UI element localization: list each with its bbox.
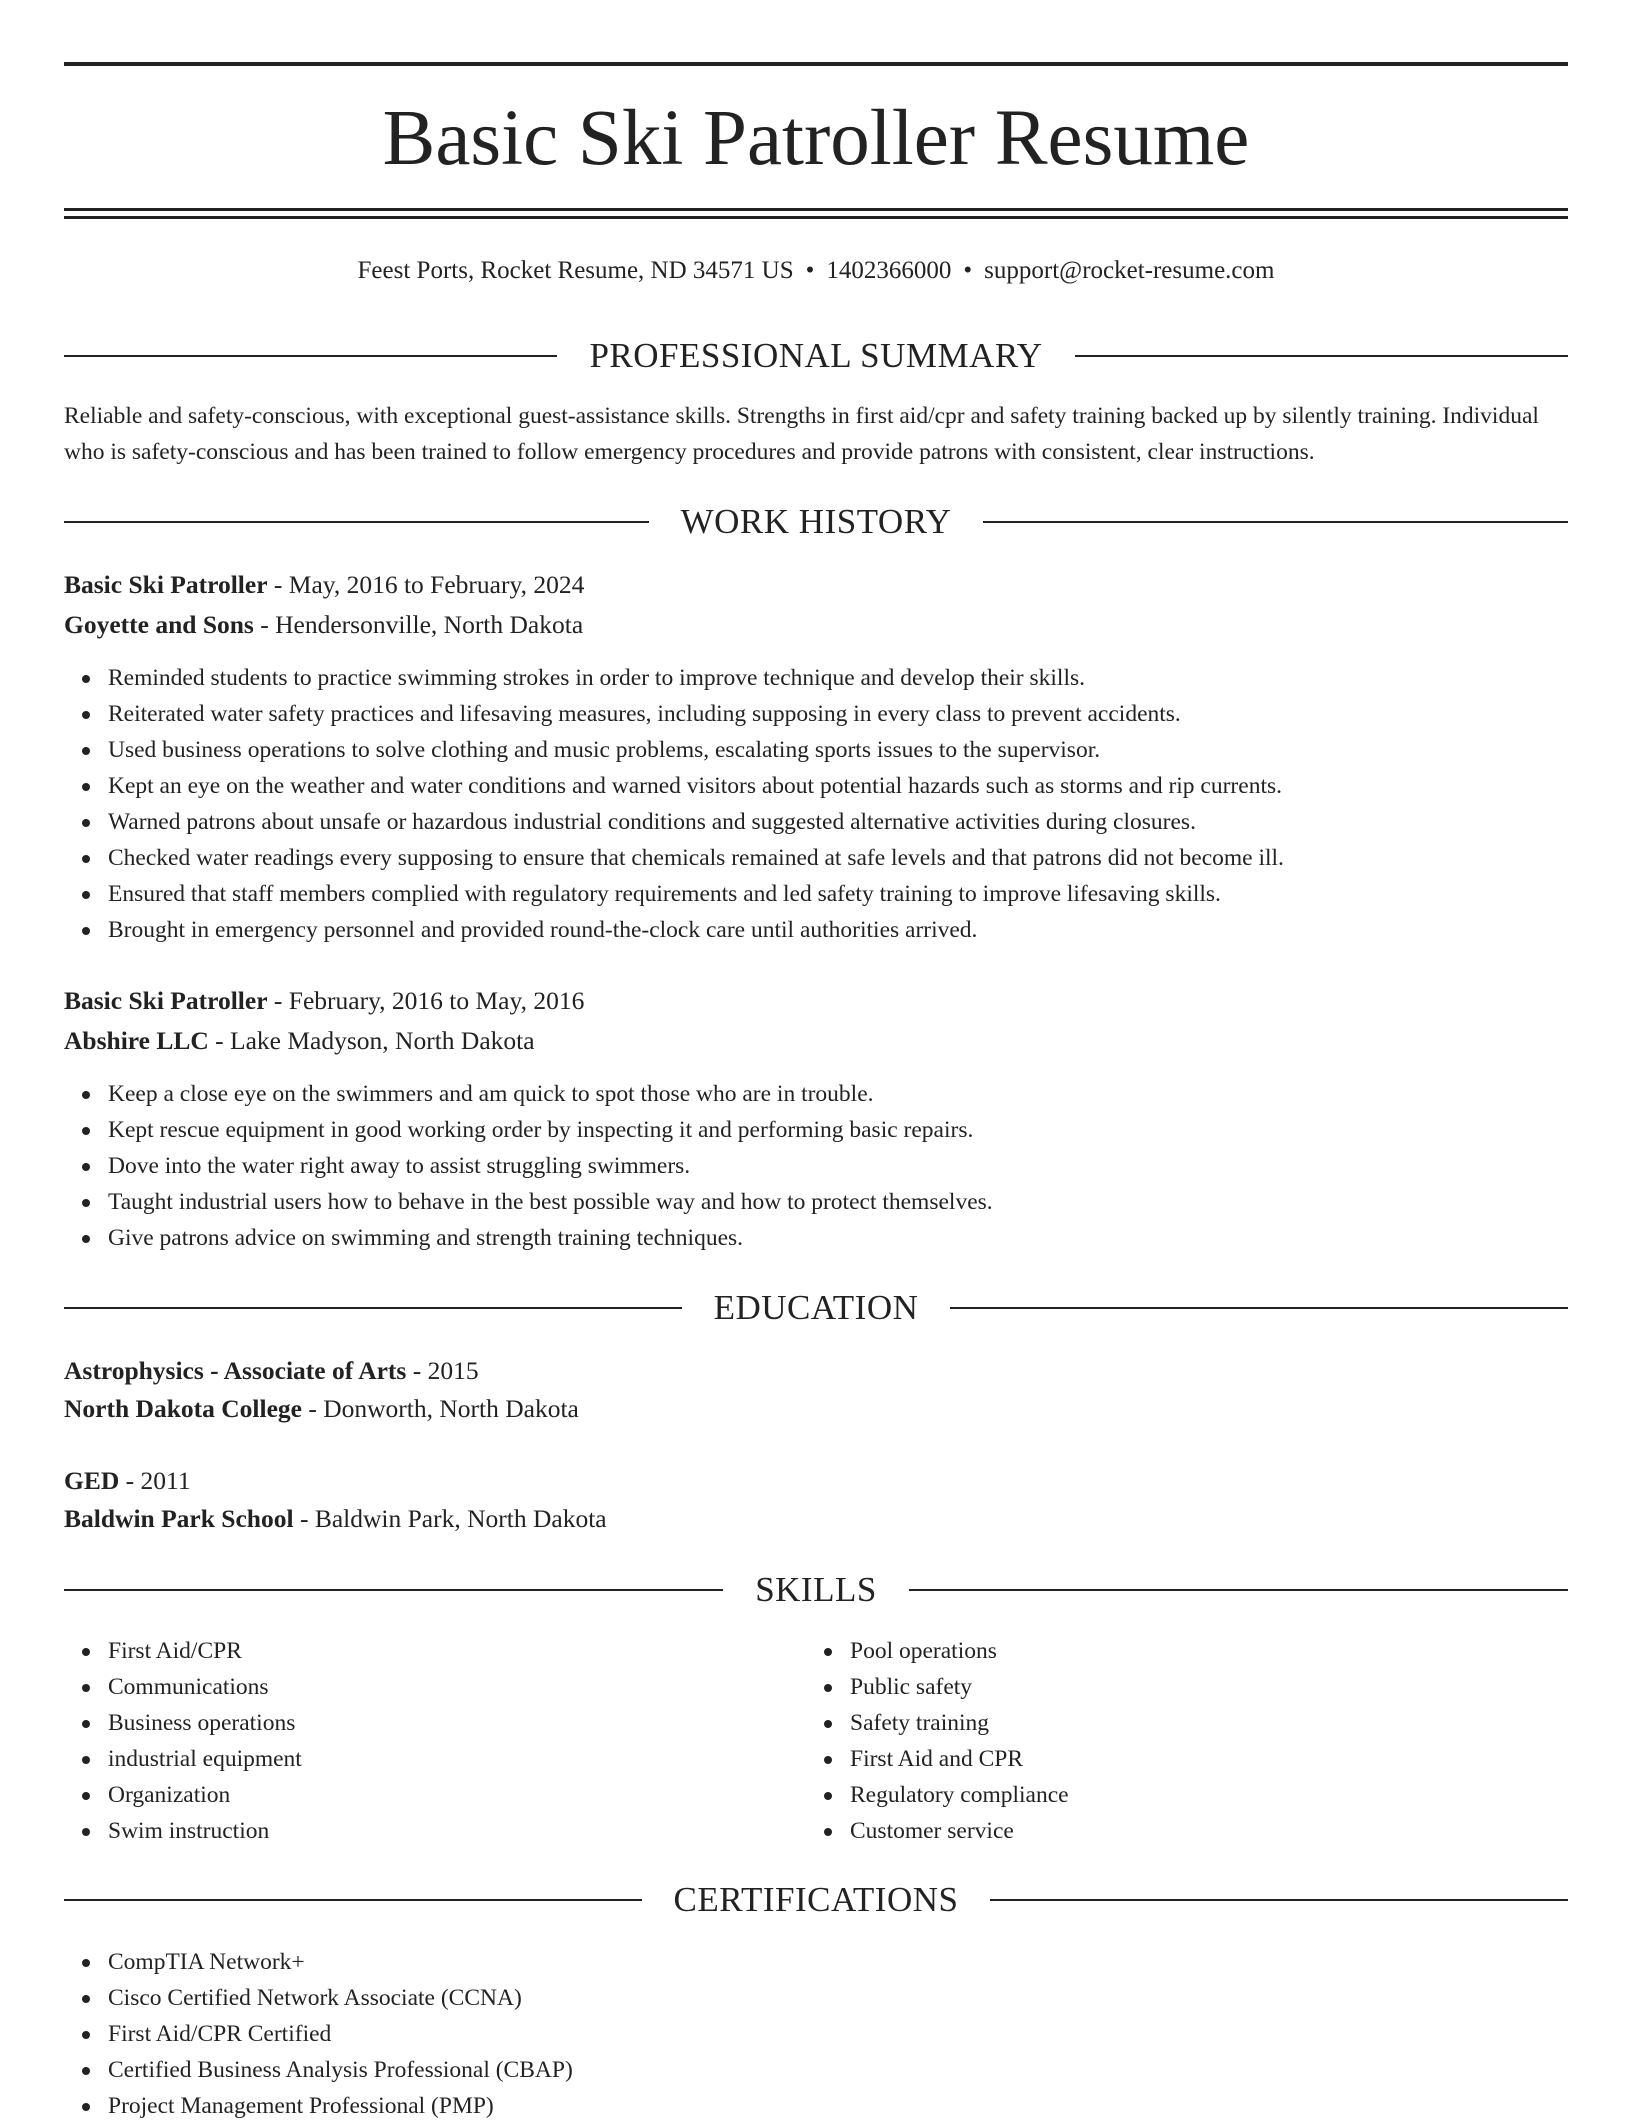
heading-rule bbox=[909, 1589, 1568, 1591]
list-item: Taught industrial users how to behave in the best possible way and how to protect themselves. bbox=[108, 1184, 1568, 1220]
job-dates: February, 2016 to May, 2016 bbox=[288, 986, 585, 1015]
section-heading-work bbox=[64, 500, 1568, 544]
list-item: Project Management Professional (PMP) bbox=[108, 2088, 1568, 2124]
list-item: Customer service bbox=[850, 1813, 1550, 1849]
skills-list-right bbox=[850, 1633, 1550, 1849]
section-title: CERTIFICATIONS bbox=[673, 1880, 959, 1919]
contact-line bbox=[64, 254, 1568, 288]
job-location: Lake Madyson, North Dakota bbox=[230, 1026, 535, 1055]
job-bullets bbox=[108, 1076, 1568, 1256]
job-bullets bbox=[108, 660, 1568, 948]
section-heading-summary bbox=[64, 334, 1568, 378]
heading-rule bbox=[990, 1899, 1568, 1901]
list-item: Used business operations to solve clothing and music problems, escalating sports issues to the supervisor. bbox=[108, 732, 1568, 768]
list-item: Cisco Certified Network Associate (CCNA) bbox=[108, 1980, 1568, 2016]
title-rule-upper bbox=[64, 208, 1568, 211]
job-title-line: Basic Ski Patroller - May, 2016 to February, 2024 bbox=[64, 570, 585, 599]
list-item: Swim instruction bbox=[108, 1813, 798, 1849]
heading-rule bbox=[64, 1589, 723, 1591]
summary-text: Reliable and safety-conscious, with exceptional guest-assistance skills. Strengths in first aid/cpr and safety training backed up by silently training. Individual who is safety-conscious and has been trained to follow emergency procedures and provide patrons with consistent, clear instructions. bbox=[64, 403, 1539, 465]
section-title: EDUCATION bbox=[713, 1288, 919, 1327]
list-item: Safety training bbox=[850, 1705, 1550, 1741]
education-school-line: North Dakota College - Donworth, North Dakota bbox=[64, 1394, 579, 1423]
section-heading-certifications bbox=[64, 1878, 1568, 1922]
list-item: Pool operations bbox=[850, 1633, 1550, 1669]
list-item: Kept an eye on the weather and water conditions and warned visitors about potential hazards such as storms and rip currents. bbox=[108, 768, 1568, 804]
section-heading-education bbox=[64, 1286, 1568, 1330]
list-item: Kept rescue equipment in good working order by inspecting it and performing basic repairs. bbox=[108, 1112, 1568, 1148]
list-item: Reminded students to practice swimming strokes in order to improve technique and develop their skills. bbox=[108, 660, 1568, 696]
job-company: Goyette and Sons bbox=[64, 610, 254, 639]
top-rule bbox=[64, 62, 1568, 66]
list-item: Give patrons advice on swimming and strength training techniques. bbox=[108, 1220, 1568, 1256]
list-item: Regulatory compliance bbox=[850, 1777, 1550, 1813]
list-item: Business operations bbox=[108, 1705, 798, 1741]
education-degree: GED bbox=[64, 1466, 120, 1495]
contact-phone: 1402366000 bbox=[826, 257, 952, 284]
title-rule-lower bbox=[64, 216, 1568, 219]
heading-rule bbox=[1075, 355, 1568, 357]
education-degree-line: Astrophysics - Associate of Arts - 2015 bbox=[64, 1356, 479, 1385]
list-item: Checked water readings every supposing to ensure that chemicals remained at safe levels and that patrons did not become ill. bbox=[108, 840, 1568, 876]
list-item: Ensured that staff members complied with regulatory requirements and led safety training to improve lifesaving skills. bbox=[108, 876, 1568, 912]
job-title: Basic Ski Patroller bbox=[64, 570, 268, 599]
list-item: Warned patrons about unsafe or hazardous industrial conditions and suggested alternative activities during closures. bbox=[108, 804, 1568, 840]
list-item: First Aid and CPR bbox=[850, 1741, 1550, 1777]
education-school-line: Baldwin Park School - Baldwin Park, North Dakota bbox=[64, 1504, 607, 1533]
contact-address: Feest Ports, Rocket Resume, ND 34571 US bbox=[357, 257, 794, 284]
education-school: Baldwin Park School bbox=[64, 1504, 294, 1533]
contact-email: support@rocket-resume.com bbox=[984, 257, 1275, 284]
list-item: Brought in emergency personnel and provided round-the-clock care until authorities arrived. bbox=[108, 912, 1568, 948]
education-location: Donworth, North Dakota bbox=[323, 1394, 579, 1423]
list-item: CompTIA Network+ bbox=[108, 1944, 1568, 1980]
list-item: Dove into the water right away to assist struggling swimmers. bbox=[108, 1148, 1568, 1184]
job-company-line: Goyette and Sons - Hendersonville, North Dakota bbox=[64, 610, 584, 639]
education-location: Baldwin Park, North Dakota bbox=[314, 1504, 607, 1533]
list-item: Reiterated water safety practices and lifesaving measures, including supposing in every class to prevent accidents. bbox=[108, 696, 1568, 732]
job-title: Basic Ski Patroller bbox=[64, 986, 268, 1015]
list-item: First Aid/CPR Certified bbox=[108, 2016, 1568, 2052]
job-company-line: Abshire LLC - Lake Madyson, North Dakota bbox=[64, 1026, 535, 1055]
section-heading-skills bbox=[64, 1568, 1568, 1612]
skills-list-left bbox=[108, 1633, 798, 1849]
job-location: Hendersonville, North Dakota bbox=[275, 610, 584, 639]
contact-separator: • bbox=[805, 257, 815, 284]
education-year: 2011 bbox=[140, 1466, 191, 1495]
heading-rule bbox=[983, 521, 1568, 523]
job-title-line: Basic Ski Patroller - February, 2016 to May, 2016 bbox=[64, 986, 585, 1015]
list-item: industrial equipment bbox=[108, 1741, 798, 1777]
education-school: North Dakota College bbox=[64, 1394, 302, 1423]
list-item: Public safety bbox=[850, 1669, 1550, 1705]
heading-rule bbox=[64, 1899, 642, 1901]
list-item: First Aid/CPR bbox=[108, 1633, 798, 1669]
education-degree: Astrophysics - Associate of Arts bbox=[64, 1356, 407, 1385]
list-item: Communications bbox=[108, 1669, 798, 1705]
list-item: Certified Business Analysis Professional (CBAP) bbox=[108, 2052, 1568, 2088]
list-item: Keep a close eye on the swimmers and am quick to spot those who are in trouble. bbox=[108, 1076, 1568, 1112]
education-degree-line: GED - 2011 bbox=[64, 1466, 191, 1495]
section-title: WORK HISTORY bbox=[680, 502, 952, 541]
education-year: 2015 bbox=[427, 1356, 479, 1385]
resume-title: Basic Ski Patroller Resume bbox=[382, 95, 1250, 182]
section-title: SKILLS bbox=[755, 1570, 877, 1609]
section-title: PROFESSIONAL SUMMARY bbox=[589, 336, 1043, 375]
job-dates: May, 2016 to February, 2024 bbox=[288, 570, 585, 599]
job-company: Abshire LLC bbox=[64, 1026, 209, 1055]
heading-rule bbox=[64, 355, 557, 357]
certifications-list bbox=[108, 1944, 1568, 2124]
heading-rule bbox=[950, 1307, 1568, 1309]
contact-separator: • bbox=[963, 257, 973, 284]
heading-rule bbox=[64, 521, 649, 523]
list-item: Organization bbox=[108, 1777, 798, 1813]
heading-rule bbox=[64, 1307, 682, 1309]
